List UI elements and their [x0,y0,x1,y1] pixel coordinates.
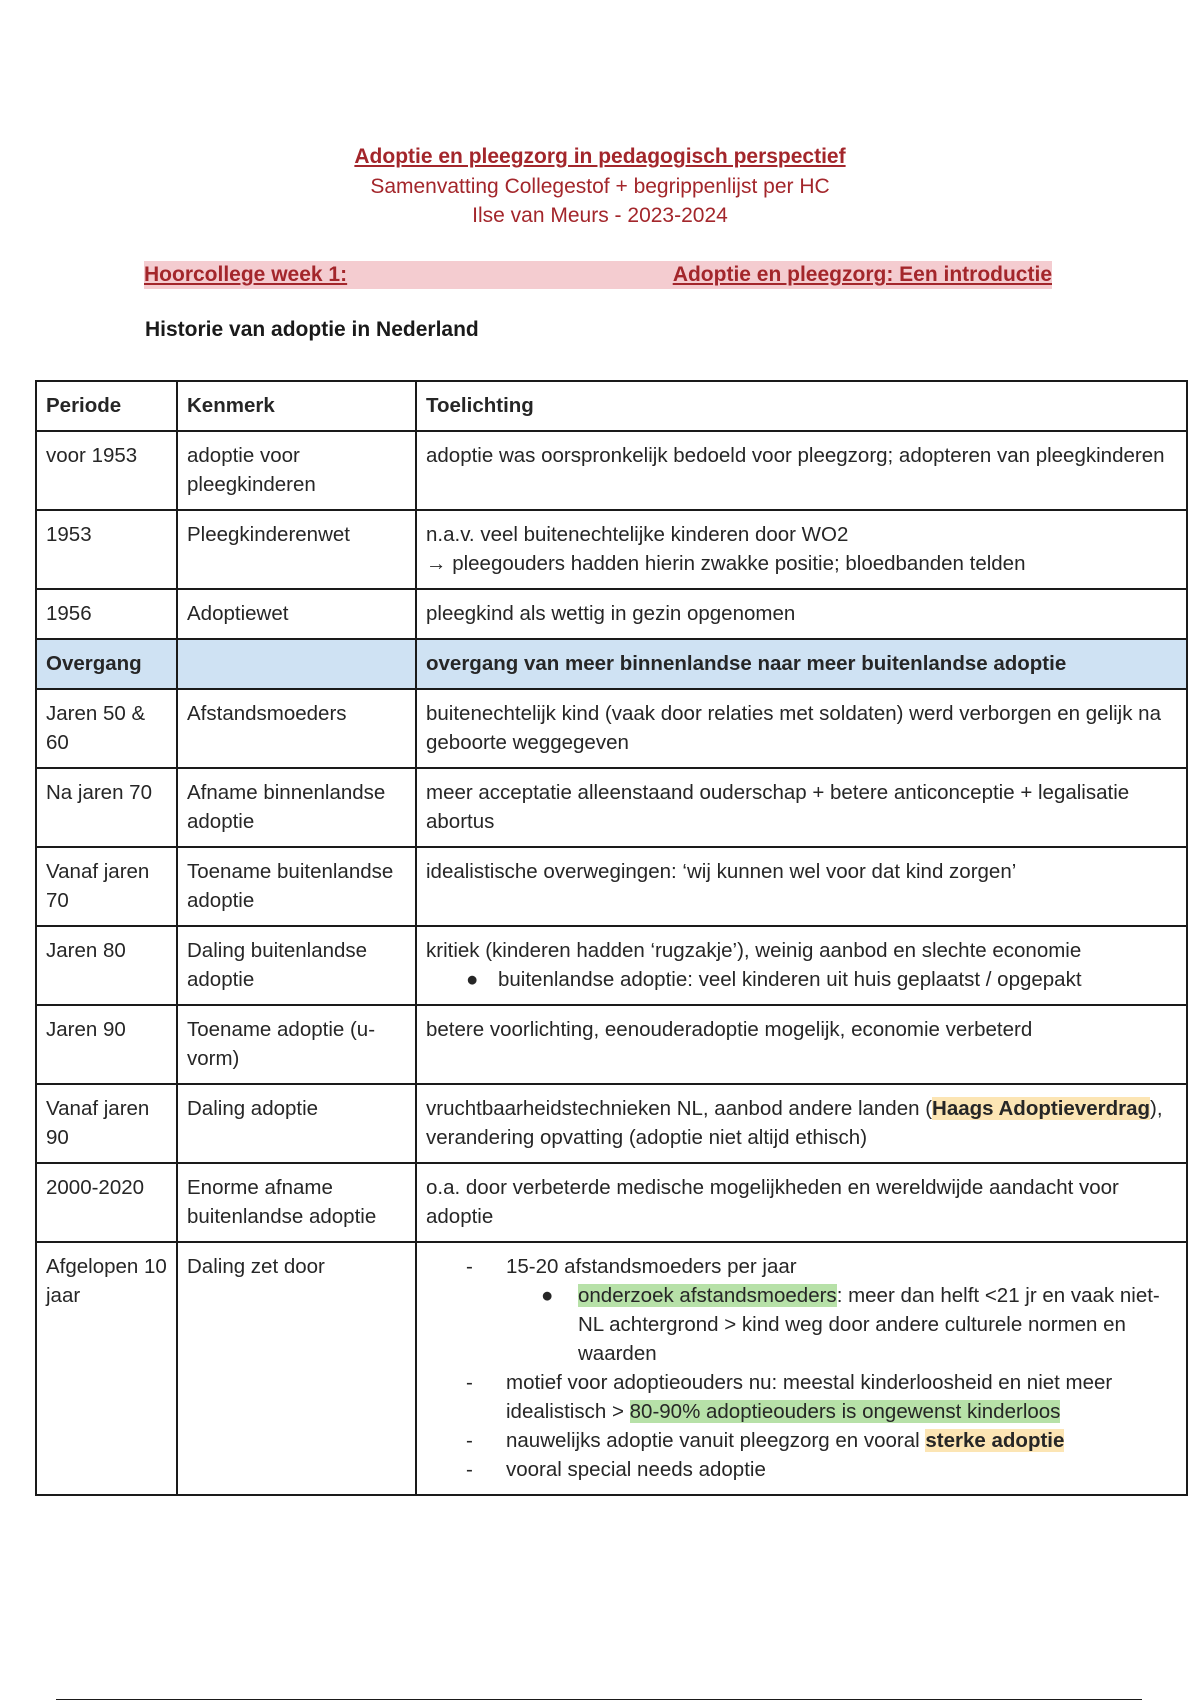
cell-kenmerk: Afname binnenlandse adoptie [177,768,416,847]
table-row [36,768,1187,847]
document-title: Adoptie en pleegzorg in pedagogisch perspectief [354,145,846,168]
cell-kenmerk: Adoptiewet [177,589,416,639]
table-row [36,1084,1187,1163]
table-row [36,589,1187,639]
table-row [36,847,1187,926]
dash-icon: - [466,1371,473,1394]
dash-icon: - [466,1458,473,1481]
table-row [36,1242,1187,1495]
column-header-periode: Periode [36,381,177,431]
section-title: Historie van adoptie in Nederland [145,318,479,341]
cell-periode: Vanaf jaren 70 [36,847,177,926]
history-table [35,380,1188,1496]
cell-kenmerk: Daling zet door [177,1242,416,1495]
text-segment: : meer dan helft <21 jr en vaak niet-NL achtergrond > kind weg door andere culturele normen en waarden [578,1284,1160,1365]
cell-kenmerk: Pleegkinderenwet [177,510,416,589]
cell-toelichting [416,510,1187,589]
text-segment: motief voor adoptieouders nu: meestal kinderloosheid en niet meer idealistisch > [506,1371,1113,1423]
cell-toelichting: adoptie was oorspronkelijk bedoeld voor pleegzorg; adopteren van pleegkinderen [416,431,1187,510]
cell-periode: voor 1953 [36,431,177,510]
cell-toelichting: pleegkind als wettig in gezin opgenomen [416,589,1187,639]
cell-kenmerk: Toename adoptie (u-vorm) [177,1005,416,1084]
cell-kenmerk: Daling buitenlandse adoptie [177,926,416,1005]
table-row [36,510,1187,589]
list-item [426,1252,1177,1368]
cell-periode: Jaren 90 [36,1005,177,1084]
column-header-toelichting: Toelichting [416,381,1187,431]
toelichting-line: kritiek (kinderen hadden ‘rugzakje’), weinig aanbod en slechte economie [426,939,1082,962]
highlighted-term: sterke adoptie [925,1429,1065,1452]
document-subtitle: Samenvatting Collegestof + begrippenlijst per HC [370,175,830,198]
cell-periode: Jaren 80 [36,926,177,1005]
bullet-item [426,965,1177,994]
cell-kenmerk [177,639,416,689]
column-header-kenmerk: Kenmerk [177,381,416,431]
text-segment: nauwelijks adoptie vanuit pleegzorg en vooral [506,1429,926,1452]
table-row [36,689,1187,768]
table-row-highlighted [36,639,1187,689]
table-row [36,1163,1187,1242]
table-row [36,1005,1187,1084]
cell-toelichting: overgang van meer binnenlandse naar meer buitenlandse adoptie [416,639,1187,689]
cell-periode: Vanaf jaren 90 [36,1084,177,1163]
cell-kenmerk: Afstandsmoeders [177,689,416,768]
document-header [0,142,1200,230]
dash-icon: - [466,1429,473,1452]
cell-periode: 1956 [36,589,177,639]
list-item-text: 15-20 afstandsmoeders per jaar [506,1255,797,1278]
bullet-dot-icon: ● [466,968,479,991]
cell-toelichting: buitenechtelijk kind (vaak door relaties met soldaten) werd verborgen en gelijk na geboorte weggegeven [416,689,1187,768]
cell-kenmerk: Toename buitenlandse adoptie [177,847,416,926]
list-item [426,1426,1177,1455]
table-header-row [36,381,1187,431]
cell-periode: Jaren 50 & 60 [36,689,177,768]
toelichting-line: → pleegouders hadden hierin zwakke positie; bloedbanden telden [426,552,1026,575]
list-item [426,1368,1177,1426]
cell-kenmerk: Enorme afname buitenlandse adoptie [177,1163,416,1242]
bullet-dot-icon: ● [541,1284,554,1307]
cell-toelichting [416,1242,1187,1495]
list-item-text: vooral special needs adoptie [506,1458,766,1481]
cell-toelichting: idealistische overwegingen: ‘wij kunnen wel voor dat kind zorgen’ [416,847,1187,926]
table-row [36,926,1187,1005]
bullet-text: buitenlandse adoptie: veel kinderen uit huis geplaatst / opgepakt [498,968,1082,991]
cell-kenmerk: Daling adoptie [177,1084,416,1163]
toelichting-line: n.a.v. veel buitenechtelijke kinderen door WO2 [426,523,849,546]
highlighted-term: onderzoek afstandsmoeders [578,1284,837,1307]
dash-icon: - [466,1255,473,1278]
cell-toelichting: meer acceptatie alleenstaand ouderschap + betere anticonceptie + legalisatie abortus [416,768,1187,847]
cell-toelichting [416,926,1187,1005]
highlighted-term: 80-90% adoptieouders is ongewenst kinderloos [629,1400,1061,1423]
lecture-label: Hoorcollege week 1: [144,263,348,286]
sub-bullet-item [506,1281,1177,1368]
lecture-heading [144,261,1052,289]
cell-periode: 2000-2020 [36,1163,177,1242]
list-item [426,1455,1177,1484]
cell-periode: 1953 [36,510,177,589]
cell-toelichting: betere voorlichting, eenouderadoptie mogelijk, economie verbeterd [416,1005,1187,1084]
cell-periode: Afgelopen 10 jaar [36,1242,177,1495]
cell-toelichting: o.a. door verbeterde medische mogelijkheden en wereldwijde aandacht voor adoptie [416,1163,1187,1242]
author-year: Ilse van Meurs - 2023-2024 [472,204,728,227]
cell-toelichting [416,1084,1187,1163]
lecture-topic: Adoptie en pleegzorg: Een introductie [672,263,1052,286]
highlighted-term: Haags Adoptieverdrag [932,1097,1150,1120]
text-segment: ), verandering opvatting (adoptie niet altijd ethisch) [426,1097,1163,1149]
table-row [36,431,1187,510]
cell-periode: Na jaren 70 [36,768,177,847]
cell-periode: Overgang [36,639,177,689]
text-segment: vruchtbaarheidstechnieken NL, aanbod andere landen ( [426,1097,933,1120]
cell-kenmerk: adoptie voor pleegkinderen [177,431,416,510]
dash-list [426,1252,1177,1484]
